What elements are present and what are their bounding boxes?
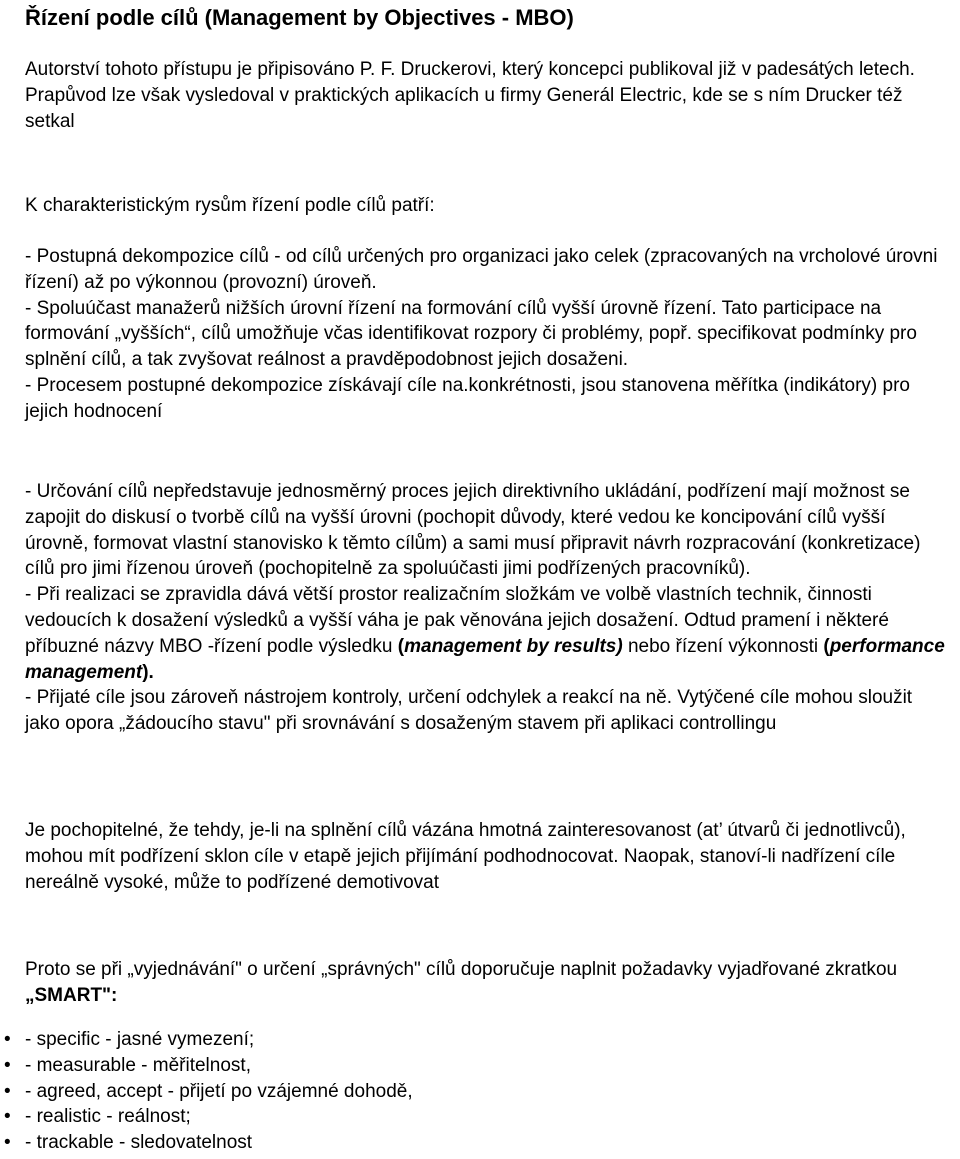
list-item (0, 1053, 413, 1079)
features-block (25, 193, 950, 219)
performance-management-term: performance management (25, 635, 945, 683)
feature-paragraph-1: - Postupná dekompozice cílů - od cílů určených pro organizaci jako celek (zpracovaných na vrcholové úrovni řízení) až po výkonnou (provozní) úroveň. (25, 246, 938, 293)
bullet-icon: • (4, 1029, 11, 1050)
smart-item-agreed: - agreed, accept - přijetí po vzájemné dohodě, (25, 1080, 413, 1102)
smart-item-measurable: - measurable - měřitelnost, (25, 1054, 251, 1076)
feature-paragraph-2: - Spoluúčast manažerů nižších úrovní řízení na formování cílů vyšší úrovně řízení. Tato participace na formování „vyšších“, cílů umožňuje včas identifikovat rozpory či problémy, popř. specifikovat podmínky pro splnění cílů, a tak zvyšovat reálnost a pravděpodobnost jejich dosaženi. (25, 297, 917, 371)
detail-paragraph-1: - Určování cílů nepředstavuje jednosměrný proces jejich direktivního ukládání, podřízení mají možnost se zapojit do diskusí o tvorbě cílů na vyšší úrovni (pochopit důvody, které vedou ke koncipování cílů vyšší úrovně, formovat vlastní stanovisko k těmto cílům) a sami musí připravit návrh rozpracování (konkretizace) cílů pro jimi řízenou úroveň (pochopitelně za spoluúčasti jimi podřízených pracovníků). (25, 481, 921, 580)
detail-paragraph-2-paren-close: ). (142, 661, 154, 683)
detail-paragraph-2-text-d: nebo řízení výkonnosti (622, 635, 824, 657)
smart-item-specific: - specific - jasné vymezení; (25, 1029, 255, 1050)
smart-intro-block (25, 957, 950, 1009)
detail-paragraph-2-text-a: - Při realizaci se zpravidla dává větší prostor realizačním složkám ve volbě vlastních technik, činnosti vedoucích k dosažení výsledků a vyšší váha je pak věnována jejich dosažení. Odtud pramení i některé příbuzné názvy MBO -řízení podle výsledku (25, 584, 889, 657)
smart-item-realistic: - realistic - reálnost; (25, 1106, 191, 1128)
bullet-icon: • (4, 1132, 11, 1154)
management-by-results-term: management by results) (404, 635, 623, 657)
intro-paragraph-block (25, 57, 950, 134)
motivation-block (25, 818, 950, 895)
smart-intro-paragraph (25, 957, 950, 1009)
bullet-icon: • (4, 1054, 11, 1076)
features-list-block (25, 244, 950, 425)
features-heading: K charakteristickým rysům řízení podle cílů patří: (25, 195, 435, 216)
detail-paragraph-2-paren-open-2: ( (823, 635, 830, 657)
bullet-icon: • (4, 1080, 11, 1102)
bullet-icon: • (4, 1106, 11, 1128)
smart-item-trackable: - trackable - sledovatelnost (25, 1132, 253, 1154)
smart-criteria-list (0, 1027, 413, 1156)
detail-paragraph-3: - Přijaté cíle jsou zároveň nástrojem kontroly, určení odchylek a reakcí na ně. Vytýčené cíle mohou sloužit jako opora „žádoucího stavu" při srovnávání s dosaženým stavem při aplikaci controllingu (25, 687, 913, 735)
details-block (25, 479, 950, 737)
page-title: Řízení podle cílů (Management by Objectives - MBO) (25, 5, 574, 30)
detail-paragraph-2 (25, 582, 950, 685)
smart-acronym: „SMART": (25, 984, 118, 1006)
list-item (0, 1079, 413, 1105)
list-item (0, 1027, 413, 1053)
smart-intro-text: Proto se při „vyjednávání" o určení „správných" cílů doporučuje naplnit požadavky vyjadřované zkratkou (25, 959, 898, 980)
detail-paragraph-2-paren-open-1: ( (397, 635, 405, 657)
list-item (0, 1130, 413, 1156)
feature-paragraph-3: - Procesem postupné dekompozice získávají cíle na.konkrétnosti, jsou stanovena měřítka (indikátory) pro jejich hodnocení (25, 374, 910, 422)
list-item (0, 1104, 413, 1130)
intro-paragraph: Autorství tohoto přístupu je připisováno P. F. Druckerovi, který koncepci publikoval již v padesátých letech. Prapůvod lze však vysledoval v praktických aplikacích u firmy Generál Electric, kde se s ním Drucker též setkal (25, 59, 915, 132)
motivation-paragraph: Je pochopitelné, že tehdy, je-li na splnění cílů vázána hmotná zainteresovanost (at’ útvarů či jednotlivců), mohou mít podřízení sklon cíle v etapě jejich přijímání podhodnocovat. Naopak, stanoví-li nadřízení cíle nereálně vysoké, může to podřízené demotivovat (25, 820, 906, 893)
